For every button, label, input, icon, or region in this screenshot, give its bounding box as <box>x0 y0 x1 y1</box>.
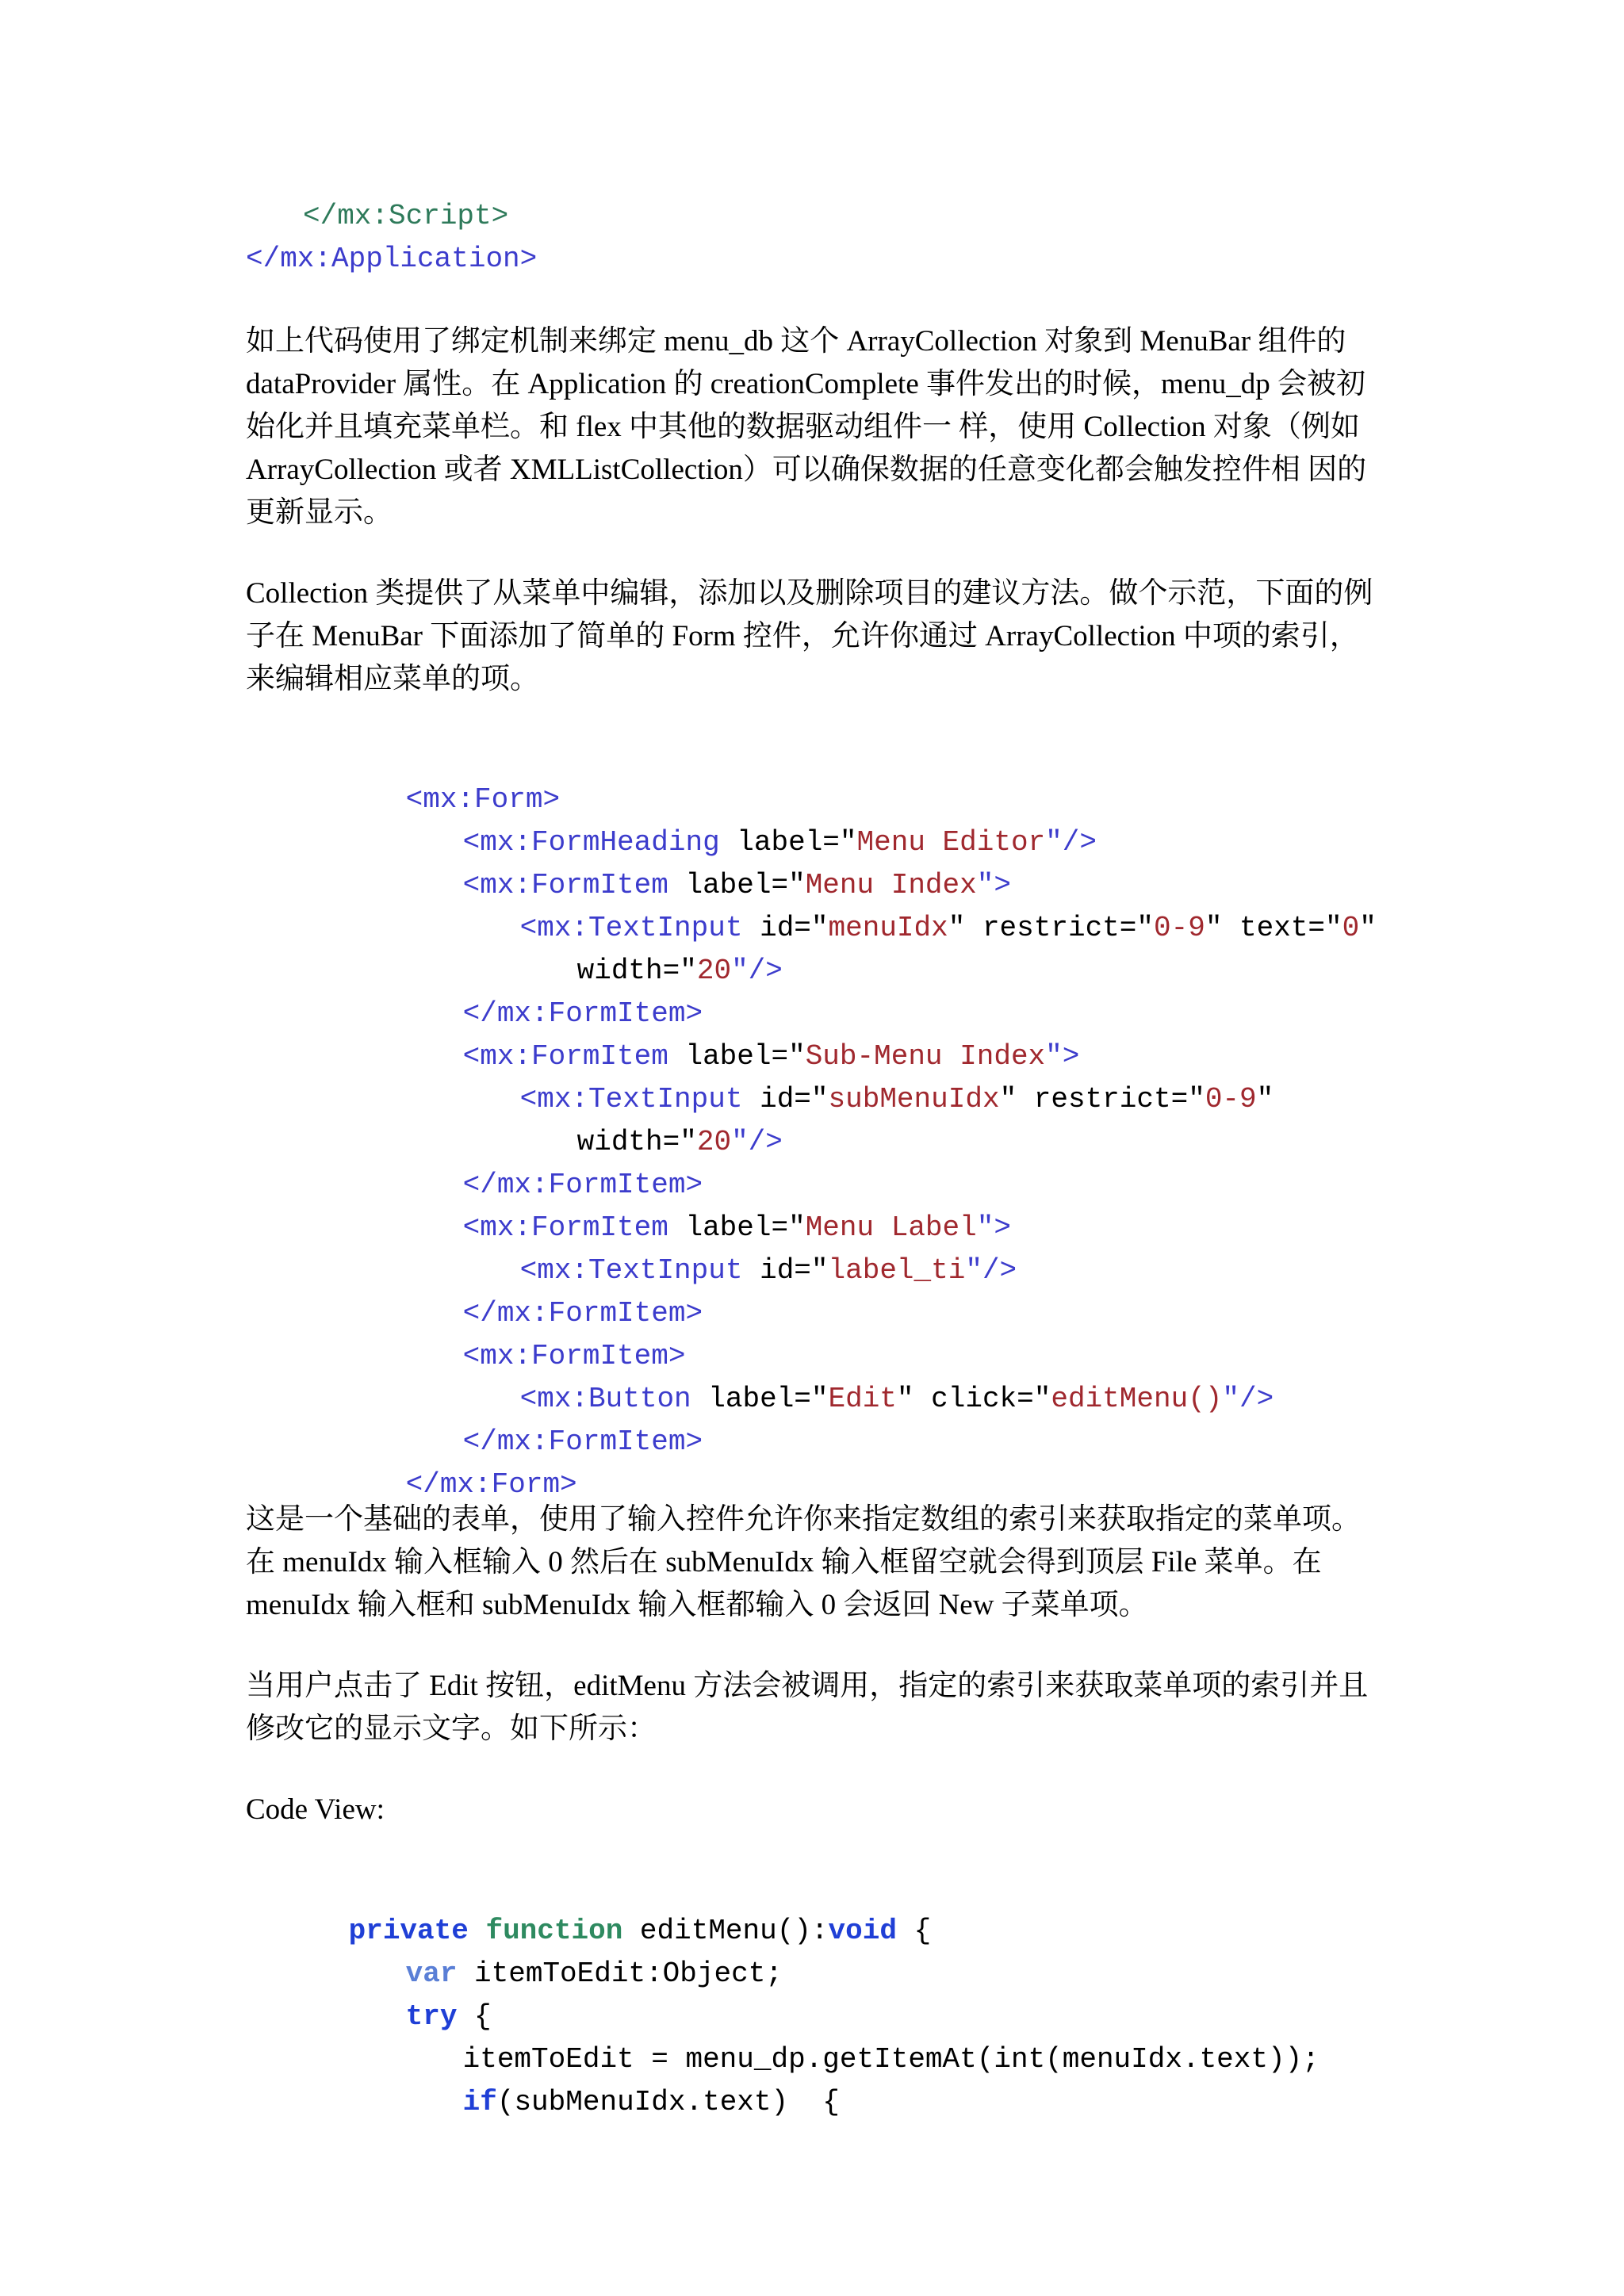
value-restrict: 0-9 <box>1154 912 1205 944</box>
attr-id: id=" <box>742 1254 829 1287</box>
value-submenuidx: subMenuIdx <box>828 1083 1000 1115</box>
tag-end: "/> <box>1045 826 1097 859</box>
actionscript-code-block <box>246 1867 1320 2167</box>
value-label-ti: label_ti <box>828 1254 966 1287</box>
textinput-tag: <mx:TextInput <box>519 1083 743 1115</box>
attr-label: label=" <box>668 1211 806 1244</box>
formitem-tag: <mx:FormItem <box>462 1211 668 1244</box>
tag-end: "/> <box>965 1254 1017 1287</box>
attr-click: " click=" <box>896 1383 1051 1415</box>
keyword-try: try <box>405 2000 458 2033</box>
value-menu-index: Menu Index <box>805 869 977 901</box>
brace-open: { <box>896 1915 932 1947</box>
textinput-tag: <mx:TextInput <box>519 912 743 944</box>
attr-id: id=" <box>742 1083 829 1115</box>
keyword-var: var <box>405 1957 458 1990</box>
value-menuidx: menuIdx <box>828 912 948 944</box>
attr-width: width=" <box>576 1126 697 1158</box>
try-brace: { <box>457 2000 492 2033</box>
script-close-tag: </mx:Script> <box>303 200 509 232</box>
formitem-tag: <mx:FormItem <box>462 869 668 901</box>
attr-width: width=" <box>576 955 697 987</box>
keyword-void: void <box>828 1915 897 1947</box>
value-width: 20 <box>696 955 732 987</box>
quote: " <box>1359 912 1377 944</box>
tag-end: "> <box>976 869 1011 901</box>
paragraph-text: 这是一个基础的表单，使用了输入控件允许你来指定数组的索引来获取指定的菜单项。在 menuIdx 输入框输入 0 然后在 subMenuIdx 输入框留空就会得到顶层 File 菜单。在 menuIdx 输入框和 subMenuIdx 输入框都输入 0 会返回 New 子菜单项。 <box>246 1503 1361 1621</box>
form-open-tag: <mx:Form> <box>405 783 561 816</box>
value-sub-menu-index: Sub-Menu Index <box>805 1040 1046 1073</box>
value-restrict: 0-9 <box>1205 1083 1257 1115</box>
application-close-tag: </mx:Application> <box>246 243 538 275</box>
attr-label: label=" <box>691 1383 829 1415</box>
value-menu-label: Menu Label <box>805 1211 977 1244</box>
paragraph-collection-methods <box>246 572 1380 701</box>
textinput-tag: <mx:TextInput <box>519 1254 743 1287</box>
keyword-private: private <box>348 1915 469 1947</box>
if-condition: (subMenuIdx.text) { <box>496 2086 840 2118</box>
attr-label: label=" <box>719 826 857 859</box>
keyword-if: if <box>462 2086 497 2118</box>
value-edit: Edit <box>828 1383 897 1415</box>
attr-text: " text=" <box>1205 912 1342 944</box>
form-close-tag: </mx:Form> <box>405 1468 577 1501</box>
formitem-close-tag: </mx:FormItem> <box>462 1297 703 1330</box>
code-view-text: Code View: <box>246 1793 385 1826</box>
paragraph-text: 当用户点击了 Edit 按钮，editMenu 方法会被调用，指定的索引来获取菜单项的索引并且修改它的显示文字。如下所示： <box>246 1670 1369 1745</box>
value-menu-editor: Menu Editor <box>856 826 1046 859</box>
tag-end: "> <box>976 1211 1011 1244</box>
paragraph-editmenu-explanation <box>246 1665 1380 1751</box>
attr-restrict: " restrict=" <box>999 1083 1205 1115</box>
button-tag: <mx:Button <box>519 1383 691 1415</box>
tag-end: "/> <box>1222 1383 1274 1415</box>
paragraph-form-explanation <box>246 1498 1380 1627</box>
formitem-tag: <mx:FormItem <box>462 1040 668 1073</box>
tag-end: "> <box>1045 1040 1080 1073</box>
value-editmenu: editMenu() <box>1051 1383 1223 1415</box>
attr-restrict: " restrict=" <box>948 912 1154 944</box>
formitem-tag: <mx:FormItem> <box>462 1340 686 1372</box>
paragraph-binding-explanation <box>246 320 1380 534</box>
quote: " <box>1256 1083 1274 1115</box>
paragraph-text: Collection 类提供了从菜单中编辑，添加以及删除项目的建议方法。做个示范，下面的例子在 MenuBar 下面添加了简单的 Form 控件，允许你通过 ArrayCollection 中项的索引，来编辑相应菜单的项。 <box>246 577 1373 695</box>
keyword-function: function <box>485 1915 623 1947</box>
formitem-close-tag: </mx:FormItem> <box>462 997 703 1030</box>
formitem-close-tag: </mx:FormItem> <box>462 1169 703 1201</box>
var-declaration: itemToEdit:Object; <box>457 1957 783 1990</box>
tag-end: "/> <box>731 955 783 987</box>
assignment-line: itemToEdit = menu_dp.getItemAt(int(menuIdx.text)); <box>462 2043 1320 2076</box>
function-signature: editMenu(): <box>622 1915 829 1947</box>
attr-label: label=" <box>668 1040 806 1073</box>
form-code-block <box>246 736 1377 1549</box>
attr-id: id=" <box>742 912 829 944</box>
formheading-tag: <mx:FormHeading <box>462 826 720 859</box>
value-width: 20 <box>696 1126 732 1158</box>
code-view-label <box>246 1789 1380 1831</box>
attr-label: label=" <box>668 869 806 901</box>
value-text: 0 <box>1342 912 1360 944</box>
paragraph-text: 如上代码使用了绑定机制来绑定 menu_db 这个 ArrayCollection 对象到 MenuBar 组件的 dataProvider 属性。在 Application 的 creationComplete 事件发出的时候，menu_dp 会被初始化并且填充菜单栏。和 flex 中其他的数据驱动组件一 样，使用 Collection 对象（例如 ArrayCollection 或者 XMLListCollection）可以确保数据的任意变化都会触发控件相 因的更新显示。 <box>246 325 1367 529</box>
formitem-close-tag: </mx:FormItem> <box>462 1425 703 1458</box>
tag-end: "/> <box>731 1126 783 1158</box>
